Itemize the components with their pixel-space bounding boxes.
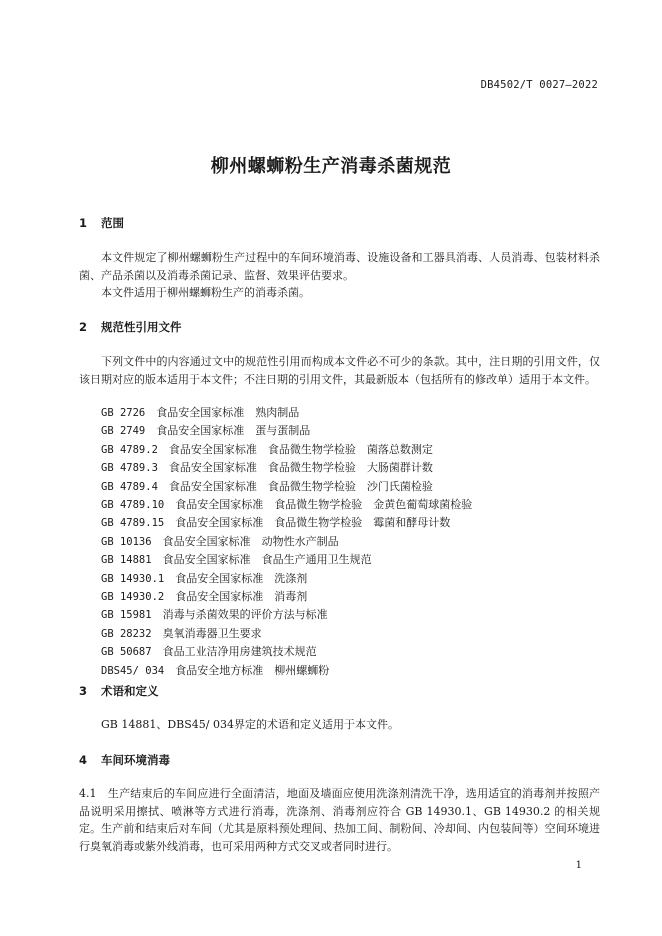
reference-item: GB 14930.2 食品安全国家标准 消毒剂: [101, 590, 308, 604]
scope-paragraph-2: 本文件适用于柳州螺蛳粉生产的消毒杀菌。: [101, 286, 310, 299]
section-number: 3: [79, 684, 88, 698]
reference-item: GB 2749 食品安全国家标准 蛋与蛋制品: [101, 424, 311, 438]
document-title: 柳州螺蛳粉生产消毒杀菌规范: [210, 156, 452, 177]
section-number: 4: [79, 753, 88, 767]
reference-list: [101, 404, 472, 680]
reference-item: GB 4789.10 食品安全国家标准 食品微生物学检验 金黄色葡萄球菌检验: [101, 498, 473, 512]
reference-item: GB 4789.4 食品安全国家标准 食品微生物学检验 沙门氏菌检验: [101, 479, 433, 493]
clause-4-1-paragraph: [79, 785, 600, 855]
reference-item: GB 10136 食品安全国家标准 动物性水产制品: [101, 534, 339, 548]
reference-item: GB 15981 消毒与杀菌效果的评价方法与标准: [101, 608, 328, 622]
section-4-heading: [79, 752, 170, 768]
reference-item: GB 4789.2 食品安全国家标准 食品微生物学检验 菌落总数测定: [101, 442, 433, 456]
document-number: DB4502/T 0027—2022: [480, 79, 598, 91]
reference-item: GB 2726 食品安全国家标准 熟肉制品: [101, 406, 300, 419]
section-title: 术语和定义: [101, 684, 159, 698]
reference-item: DBS45/ 034 食品安全地方标准 柳州螺蛳粉: [101, 663, 330, 677]
section-number: 2: [79, 320, 88, 334]
clause-number: 4.1: [79, 787, 97, 800]
reference-item: GB 14881 食品安全国家标准 食品生产通用卫生规范: [101, 553, 372, 567]
section-number: 1: [79, 216, 88, 230]
reference-item: GB 4789.15 食品安全国家标准 食品微生物学检验 霉菌和酵母计数: [101, 516, 451, 530]
scope-paragraph-1: 本文件规定了柳州螺蛳粉生产过程中的车间环境消毒、设施设备和工器具消毒、人员消毒、包装材料杀菌、产品杀菌以及消毒杀菌记录、监督、效果评估要求。: [79, 251, 600, 282]
section-title: 范围: [101, 216, 125, 230]
clause-text: 生产结束后的车间应进行全面清洁，地面及墙面应使用洗涤剂清洗干净，选用适宜的消毒剂并按照产品说明采用擦拭、喷淋等方式进行消毒，洗涤剂、消毒剂应符合 GB 14930.1、GB 14930.2 的相关规定。生产前和结束后对车间（尤其是原料预处理间、热加工间、制粉间、冷却间、内包装间等）空间环境进行臭氧消毒或紫外线消毒，也可采用两种方式交叉或者同时进行。: [79, 787, 601, 853]
section-title: 车间环境消毒: [101, 753, 171, 767]
section-2-heading: [79, 319, 182, 335]
reference-item: GB 4789.3 食品安全国家标准 食品微生物学检验 大肠菌群计数: [101, 461, 433, 475]
terms-paragraph: GB 14881、DBS45/ 034界定的术语和定义适用于本文件。: [101, 718, 399, 731]
section-title: 规范性引用文件: [101, 320, 182, 334]
reference-item: GB 50687 食品工业洁净用房建筑技术规范: [101, 645, 317, 659]
reference-item: GB 14930.1 食品安全国家标准 洗涤剂: [101, 571, 308, 585]
normative-references-intro: 下列文件中的内容通过文中的规范性引用而构成本文件必不可少的条款。其中，注日期的引用文件，仅该日期对应的版本适用于本文件；不注日期的引用文件，其最新版本（包括所有的修改单）适用于本文件。: [79, 355, 600, 386]
reference-item: GB 28232 臭氧消毒器卫生要求: [101, 626, 262, 640]
section-3-heading: [79, 683, 159, 699]
page-number: 1: [575, 860, 582, 871]
section-1-heading: [79, 215, 124, 231]
